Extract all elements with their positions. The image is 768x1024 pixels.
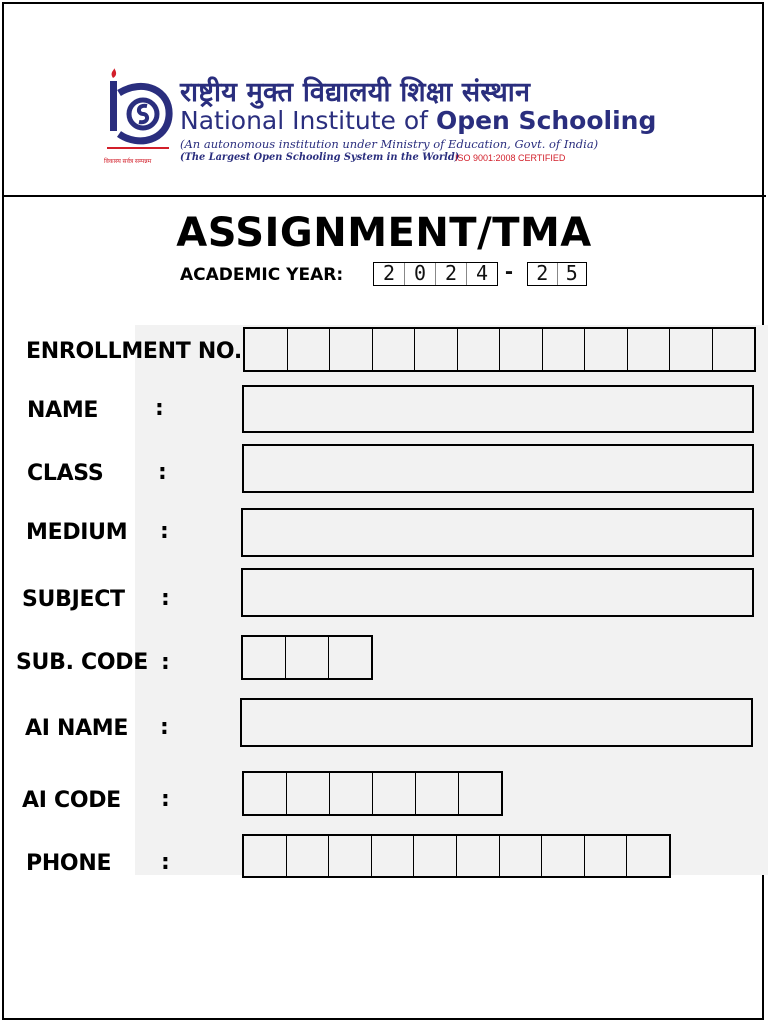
enrollment-cell[interactable] [628, 329, 671, 370]
name-field[interactable] [242, 385, 754, 433]
english-institute-name [180, 106, 656, 135]
subject-label: SUBJECT [22, 587, 125, 612]
ai-code-label: AI CODE [22, 788, 121, 813]
class-field[interactable] [242, 444, 754, 493]
year-digit: 5 [565, 261, 578, 285]
phone-cell[interactable] [500, 836, 543, 876]
medium-colon: : [160, 519, 169, 544]
ai-code-cell[interactable] [416, 773, 459, 814]
phone-cell[interactable] [585, 836, 628, 876]
enrollment-cell[interactable] [585, 329, 628, 370]
phone-field[interactable] [242, 834, 671, 878]
largest-system-tagline: (The Largest Open Schooling System in the World) [180, 152, 460, 163]
sub-code-field[interactable] [241, 635, 373, 680]
ai-code-field[interactable] [242, 771, 503, 816]
ai-name-field[interactable] [240, 698, 753, 747]
page-title: ASSIGNMENT/TMA [176, 210, 592, 256]
header-divider [2, 195, 766, 197]
phone-cell[interactable] [372, 836, 415, 876]
year-digit: 2 [436, 263, 467, 285]
enrollment-cell[interactable] [415, 329, 458, 370]
enrollment-cell[interactable] [288, 329, 331, 370]
enrollment-cell[interactable] [543, 329, 586, 370]
medium-label: MEDIUM [26, 520, 128, 545]
phone-label: PHONE [26, 851, 112, 876]
academic-year-separator: - [505, 258, 513, 285]
ai-code-cell[interactable] [459, 773, 501, 814]
phone-cell[interactable] [457, 836, 500, 876]
enrollment-field[interactable] [243, 327, 756, 372]
phone-cell[interactable] [542, 836, 585, 876]
sub-code-cell[interactable] [329, 637, 371, 678]
medium-field[interactable] [241, 508, 754, 557]
sub-code-colon: : [161, 650, 170, 675]
name-colon: : [155, 396, 164, 421]
academic-year-end [527, 262, 587, 286]
enrollment-label: ENROLLMENT NO. [26, 339, 242, 364]
class-colon: : [158, 460, 167, 485]
enrollment-cell[interactable] [670, 329, 713, 370]
sub-code-cell[interactable] [243, 637, 286, 678]
enrollment-cell[interactable] [245, 329, 288, 370]
hindi-institute-name: राष्ट्रीय मुक्त विद्यालयी शिक्षा संस्थान [180, 77, 531, 108]
ai-code-colon: : [161, 787, 170, 812]
institution-tagline: (An autonomous institution under Ministry of Education, Govt. of India) [180, 137, 599, 151]
year-digit: 2 [374, 263, 405, 285]
enrollment-cell[interactable] [500, 329, 543, 370]
ai-name-label: AI NAME [25, 716, 129, 741]
nios-logo-icon [103, 68, 173, 166]
sub-code-label: SUB. CODE [16, 650, 148, 675]
subject-colon: : [161, 586, 170, 611]
year-digit: 0 [405, 263, 436, 285]
ai-code-cell[interactable] [373, 773, 416, 814]
ai-code-cell[interactable] [287, 773, 330, 814]
enrollment-cell[interactable] [458, 329, 501, 370]
name-label: NAME [27, 398, 99, 423]
english-name-part2: Open Schooling [435, 106, 657, 135]
phone-colon: : [161, 850, 170, 875]
english-name-part1: National Institute of [180, 106, 428, 135]
ai-name-colon: : [160, 715, 169, 740]
enrollment-cell[interactable] [330, 329, 373, 370]
iso-certification: ISO 9001:2008 CERTIFIED [455, 153, 566, 163]
logo-caption: विकास्य सर्वत्र सम्पन्नम [104, 159, 152, 165]
class-label: CLASS [27, 461, 104, 486]
subject-field[interactable] [241, 568, 754, 617]
phone-cell[interactable] [414, 836, 457, 876]
phone-cell[interactable] [627, 836, 669, 876]
year-digit: 2 [528, 263, 558, 285]
enrollment-cell[interactable] [713, 329, 755, 370]
phone-cell[interactable] [287, 836, 330, 876]
enrollment-cell[interactable] [373, 329, 416, 370]
academic-year-label: ACADEMIC YEAR: [180, 265, 344, 285]
academic-year-start [373, 262, 498, 286]
ai-code-cell[interactable] [244, 773, 287, 814]
phone-cell[interactable] [244, 836, 287, 876]
sub-code-cell[interactable] [286, 637, 329, 678]
year-digit: 4 [475, 261, 489, 285]
phone-cell[interactable] [329, 836, 372, 876]
ai-code-cell[interactable] [330, 773, 373, 814]
